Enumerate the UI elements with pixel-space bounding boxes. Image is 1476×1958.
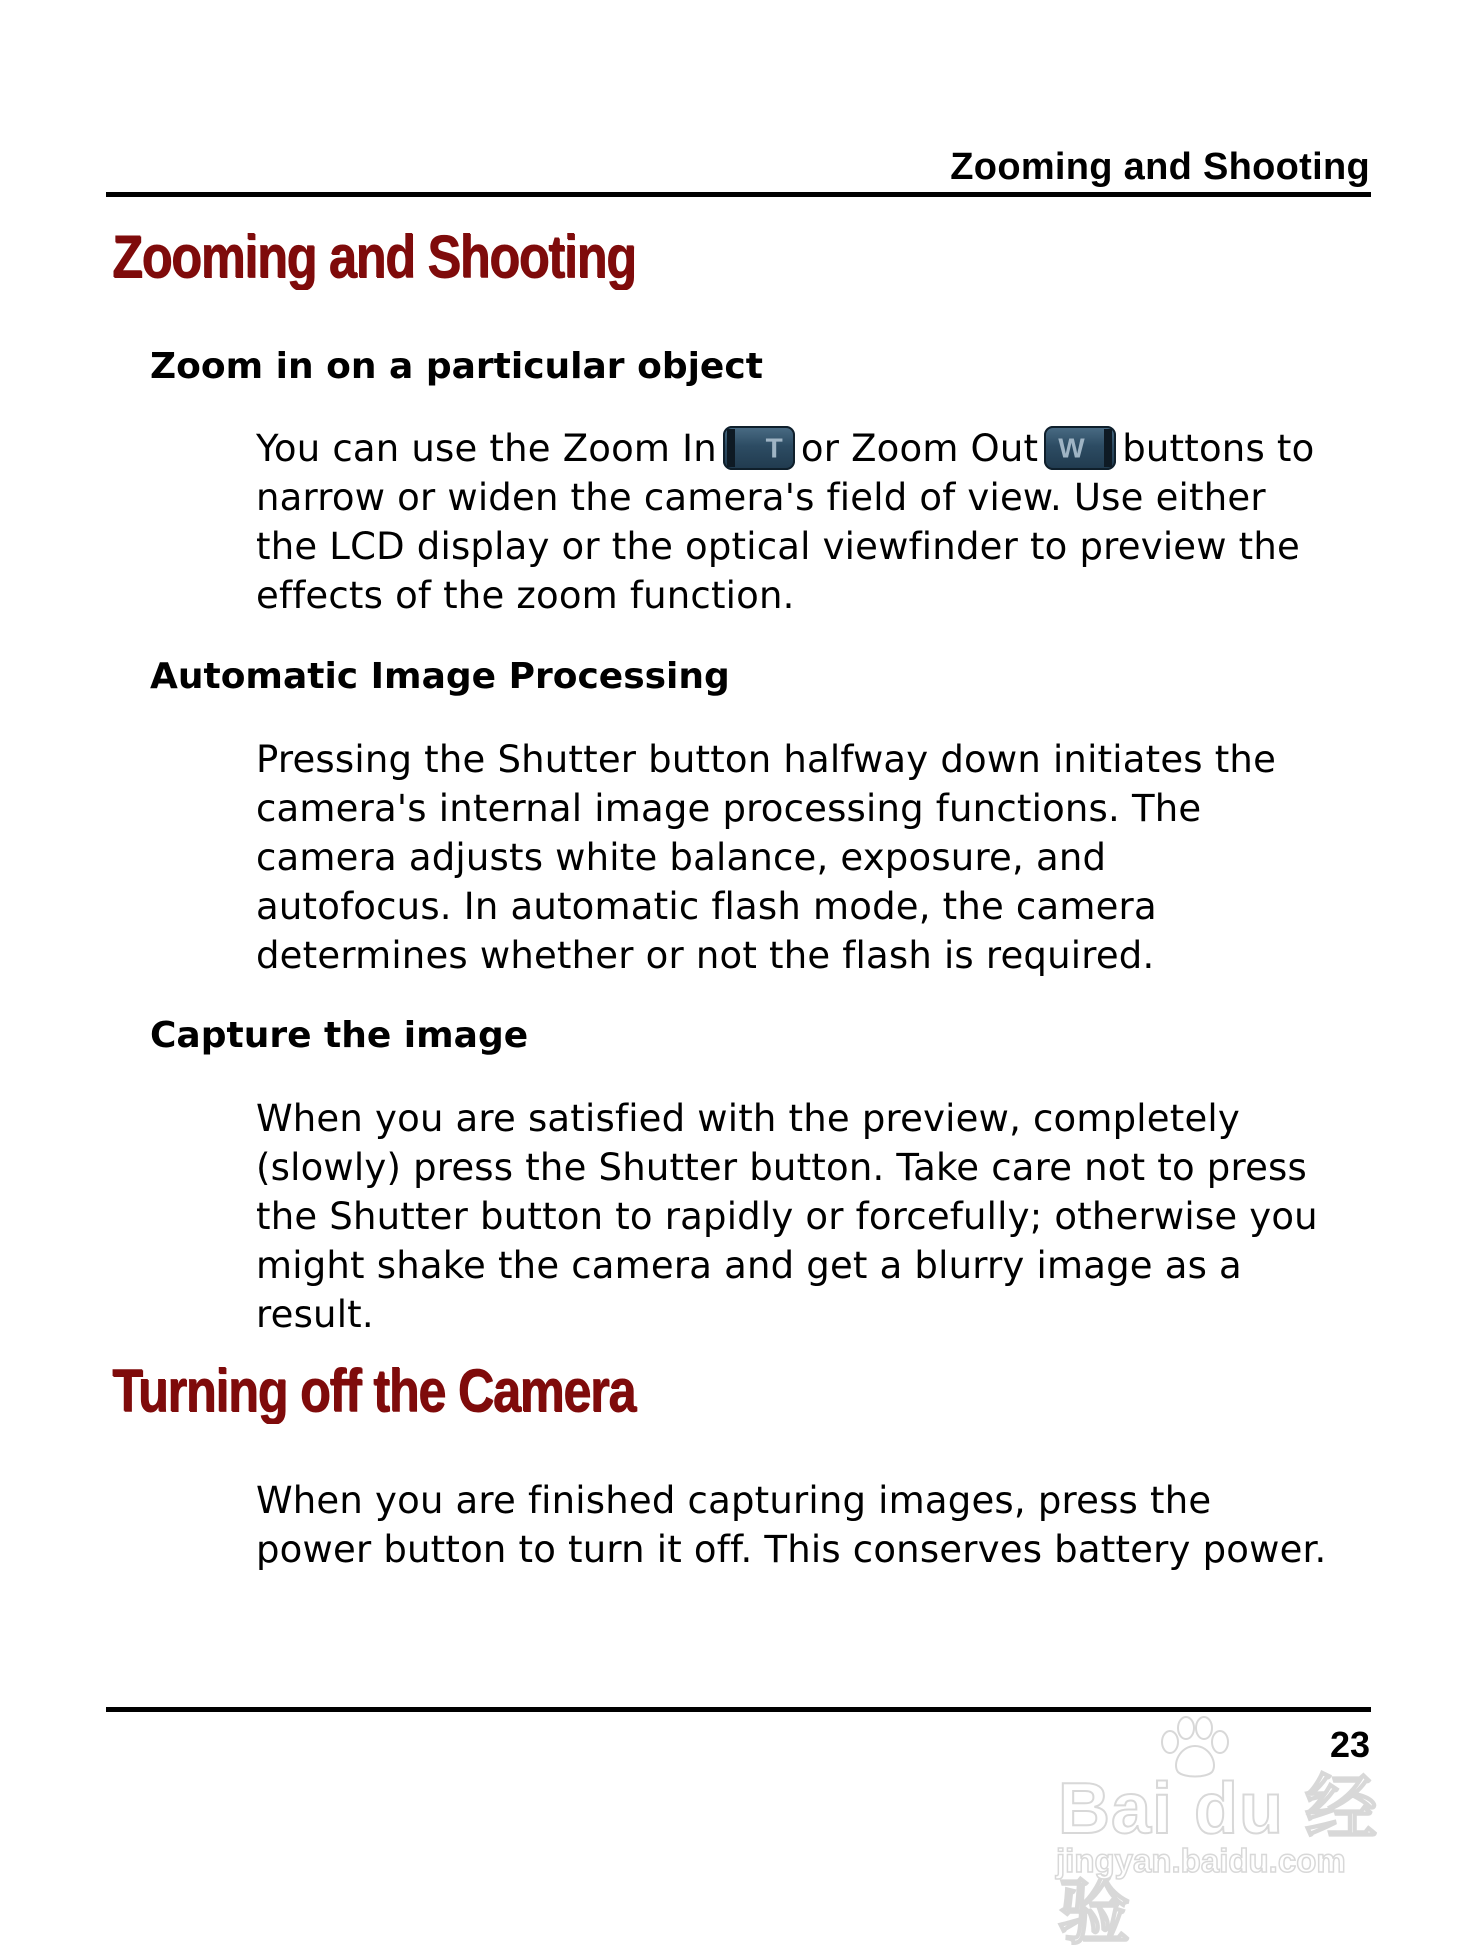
paragraph-line: might shake the camera and get a blurry image as a — [256, 1244, 1242, 1287]
paragraph-line: camera's internal image processing functions. The — [256, 787, 1202, 830]
paragraph-line: the Shutter button to rapidly or forcefully; otherwise you — [256, 1195, 1318, 1238]
watermark-url: jingyan.baidu.com — [1056, 1842, 1346, 1879]
paragraph-line: the LCD display or the optical viewfinder to preview the — [256, 525, 1301, 568]
zoom-out-button-icon — [1044, 426, 1116, 470]
paragraph-line: determines whether or not the flash is required. — [256, 934, 1155, 977]
running-header: Zooming and Shooting — [950, 146, 1370, 188]
page-number: 23 — [1329, 1724, 1370, 1765]
paragraph-line: camera adjusts white balance, exposure, and — [256, 836, 1107, 879]
header-rule — [106, 192, 1371, 197]
watermark-brand: Bai du 经验 — [1058, 1769, 1379, 1953]
paragraph-line — [256, 424, 1376, 473]
section-title-turning-off: Turning off the Camera — [112, 1357, 635, 1424]
subheading-zoom-in: Zoom in on a particular object — [150, 346, 763, 387]
paragraph-zoom — [256, 424, 1376, 620]
paragraph-line: result. — [256, 1293, 374, 1336]
subheading-capture: Capture the image — [150, 1015, 529, 1056]
zoom-out-glyph: W — [1058, 432, 1085, 463]
paragraph-line: Pressing the Shutter button halfway down initiates the — [256, 738, 1277, 781]
paragraph-processing — [256, 735, 1376, 980]
section-title-zooming: Zooming and Shooting — [112, 223, 636, 290]
zoom-in-button-icon — [723, 426, 795, 470]
zoom-in-text: You can use the Zoom In — [256, 427, 717, 470]
paragraph-line: autofocus. In automatic flash mode, the camera — [256, 885, 1157, 928]
zoom-in-glyph: T — [765, 432, 783, 463]
paragraph-line: When you are finished capturing images, press the — [256, 1479, 1212, 1522]
paragraph-line: (slowly) press the Shutter button. Take care not to press — [256, 1146, 1307, 1189]
zoom-out-text: or Zoom Out — [800, 427, 1039, 470]
paragraph-turning-off — [256, 1476, 1376, 1574]
paragraph-line: power button to turn it off. This conserves battery power. — [256, 1528, 1327, 1571]
paragraph-line: narrow or widen the camera's field of view. Use either — [256, 476, 1266, 519]
baidu-watermark — [1040, 1712, 1400, 1953]
buttons-to-text: buttons to — [1122, 427, 1315, 470]
paragraph-line: effects of the zoom function. — [256, 574, 795, 617]
subheading-automatic-processing: Automatic Image Processing — [150, 656, 730, 697]
paragraph-capture — [256, 1094, 1376, 1339]
paragraph-line: When you are satisfied with the preview, completely — [256, 1097, 1240, 1140]
